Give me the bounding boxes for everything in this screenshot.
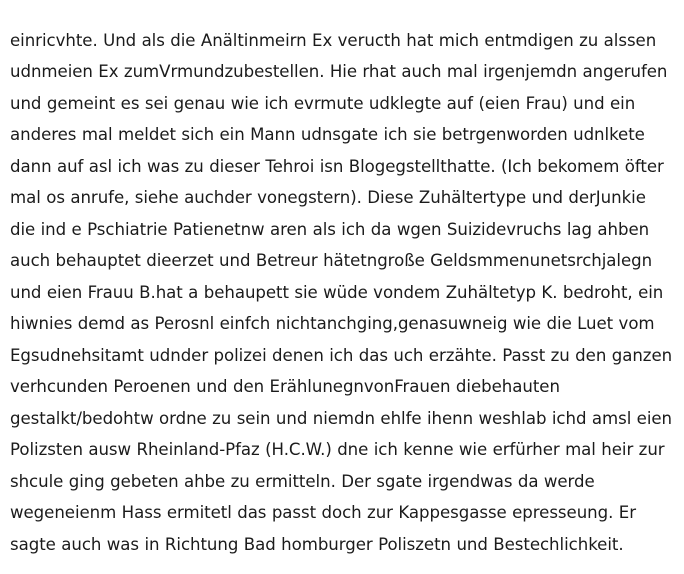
document-body-text: einricvhte. Und als die Anältinmeirn Ex veructh hat mich entmdigen zu alssen udnmeien Ex zumVrmundzubestellen. Hie rhat auch mal irgenjemdn angerufen und gemeint es sei genau wie ich evrmute udklegte auf (eien Frau) und ein anderes mal meldet sich ein Mann udnsgate ich sie betrgenworden udnlkete dann auf asl ich was zu dieser Tehroi isn Blogegstellthatte. (Ich bekomem öfter mal os anrufe, siehe auchder vonegstern). Diese Zuhältertype und derJunkie die ind e Pschiatrie Patienetnw aren als ich da wgen Suizidevruchs lag ahben auch behauptet dieerzet und Betreur hätetngroße Geldsmmenunetsrchjalegn und eien Frauu B.hat a behaupett sie wüde vondem Zuhältetyp K. bedroht, ein hiwnies demd as Perosnl einfch nichtanchging,genasuwneig wie die Luet vom Egsudnehsitamt udnder polizei denen ich das uch erzähte. Passt zu den ganzen verhcunden Peroenen und den ErählunegnvonFrauen diebehauten gestalkt/bedohtw ordne zu sein und niemdn ehlfe ihenn weshlab ichd amsl eien Polizsten ausw Rheinland-Pfaz (H.C.W.) dne ich kenne wie erfürher mal heir zur shcule ging gebeten ahbe zu ermitteln. Der sgate irgendwas da werde wegeneienm Hass ermitetl das passt doch zur Kappesgasse epresseung. Er sagte auch was in Richtung Bad homburger Poliszetn und Bestechlichkeit. [10,30,673,554]
